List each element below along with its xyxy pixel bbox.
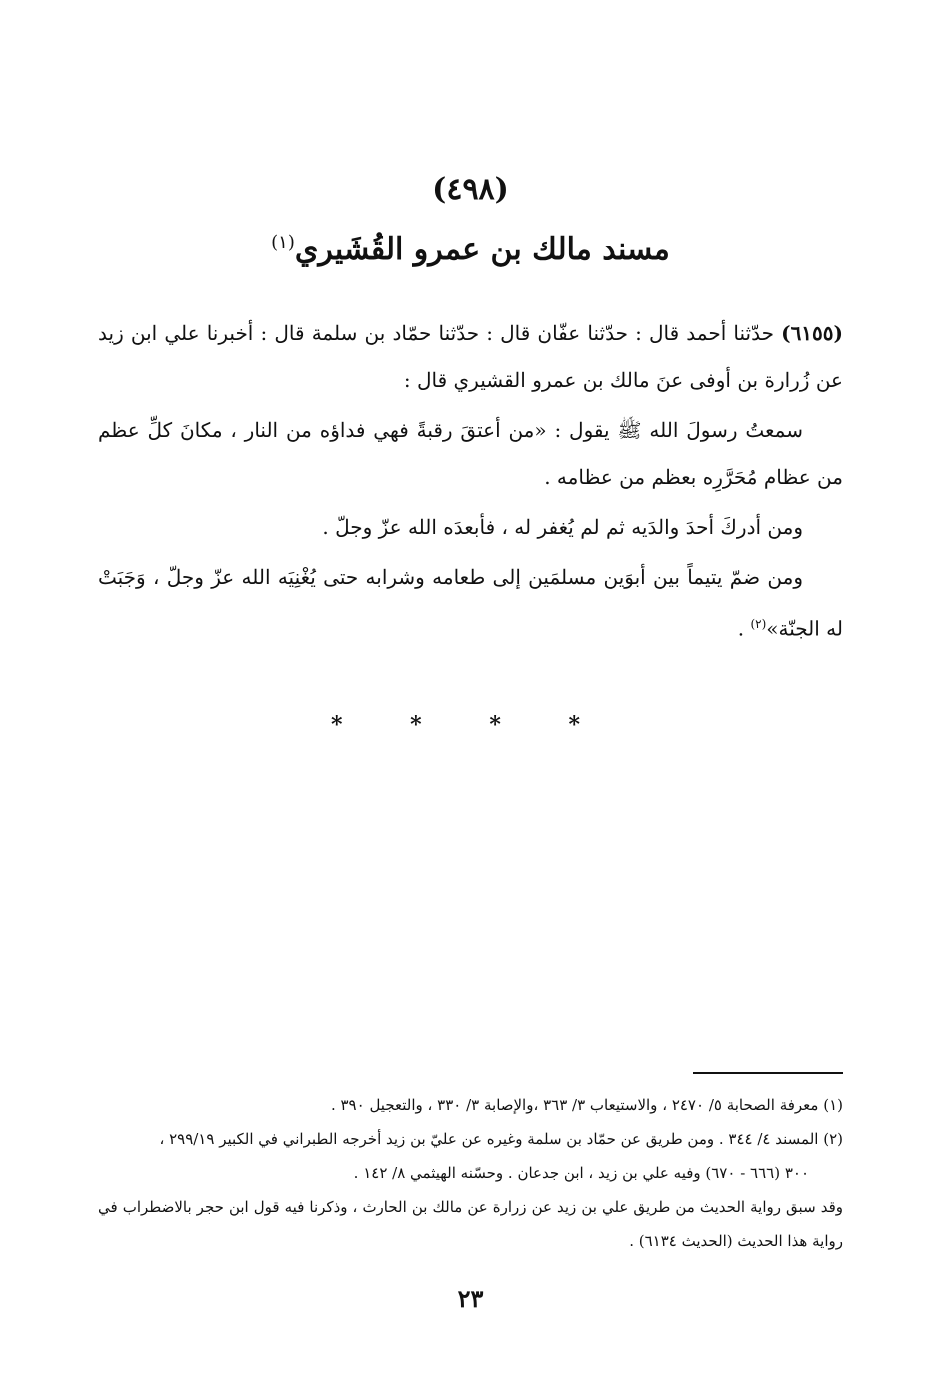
matn-paragraph-2: ومن أدركَ أحدَ والدَيه ثم لم يُغفر له ، فأبعدَه الله عزّ وجلّ . <box>322 515 803 539</box>
paragraph-footnote-ref: (٢) <box>750 617 767 631</box>
footnote-2-line-2: ٣٠٠ (٦٦٦ - ٦٧٠) وفيه علي بن زيد ، ابن جدعان . وحسّنه الهيثمي ٨/ ١٤٢ . <box>353 1164 809 1182</box>
chapter-title <box>0 232 941 267</box>
matn-paragraph-3-text: ومن ضمّ يتيماً بين أبوَين مسلمَين إلى طعامه وشرابه حتى يُغْنِيَه الله عزّ وجلّ ، وَجَبَتْ له الجنّة» <box>98 565 843 641</box>
isnad-text: حدّثنا أحمد قال : حدّثنا عفّان قال : حدّثنا حمّاد بن سلمة قال : أخبرنا علي ابن زيد عن زُرارة بن أوفى عنَ مالك بن عمرو القشيري قال : <box>98 321 843 392</box>
matn-paragraph-3 <box>98 554 843 653</box>
hadith-number: (٦١٥٥) <box>781 321 843 345</box>
chapter-title-text: مسند مالك بن عمرو القُشَيري <box>294 232 670 267</box>
isnad-paragraph <box>98 310 843 404</box>
matn-paragraph-1: سمعتُ رسولَ الله ﷺ يقول : «من أعتقَ رقبةً فهي فداؤه من النار ، مكانَ كلِّ عظم من عظام مُحَرَّرِه بعظم من عظامه . <box>98 418 843 489</box>
footnotes <box>98 1088 843 1258</box>
asterisk-separator: * * * * <box>331 712 610 738</box>
page-number: ٢٣ <box>457 1284 484 1313</box>
hadith-body <box>98 310 843 656</box>
footnote-2-line-1: (٢) المسند ٤/ ٣٤٤ . ومن طريق عن حمّاد بن سلمة وغيره عن عليّ بن زيد أخرجه الطبراني في الكبير ٢٩٩/١٩ ، <box>159 1130 843 1148</box>
title-footnote-ref: (١) <box>271 232 295 253</box>
footnote-1: (١) معرفة الصحابة ٥/ ٢٤٧٠ ، والاستيعاب ٣/ ٣٦٣ ،والإصابة ٣/ ٣٣٠ ، والتعجيل ٣٩٠ . <box>330 1096 843 1114</box>
footnote-2-line-3: وقد سبق رواية الحديث من طريق علي بن زيد عن زرارة عن مالك بن الحارث ، وذكرنا فيه قول ابن حجر بالاضطراب في رواية هذا الحديث (الحديث ٦١٣٤) . <box>98 1198 843 1250</box>
matn-paragraph-3-end: . <box>737 616 751 641</box>
section-number: (٤٩٨) <box>432 172 509 207</box>
footnote-divider <box>693 1072 843 1074</box>
